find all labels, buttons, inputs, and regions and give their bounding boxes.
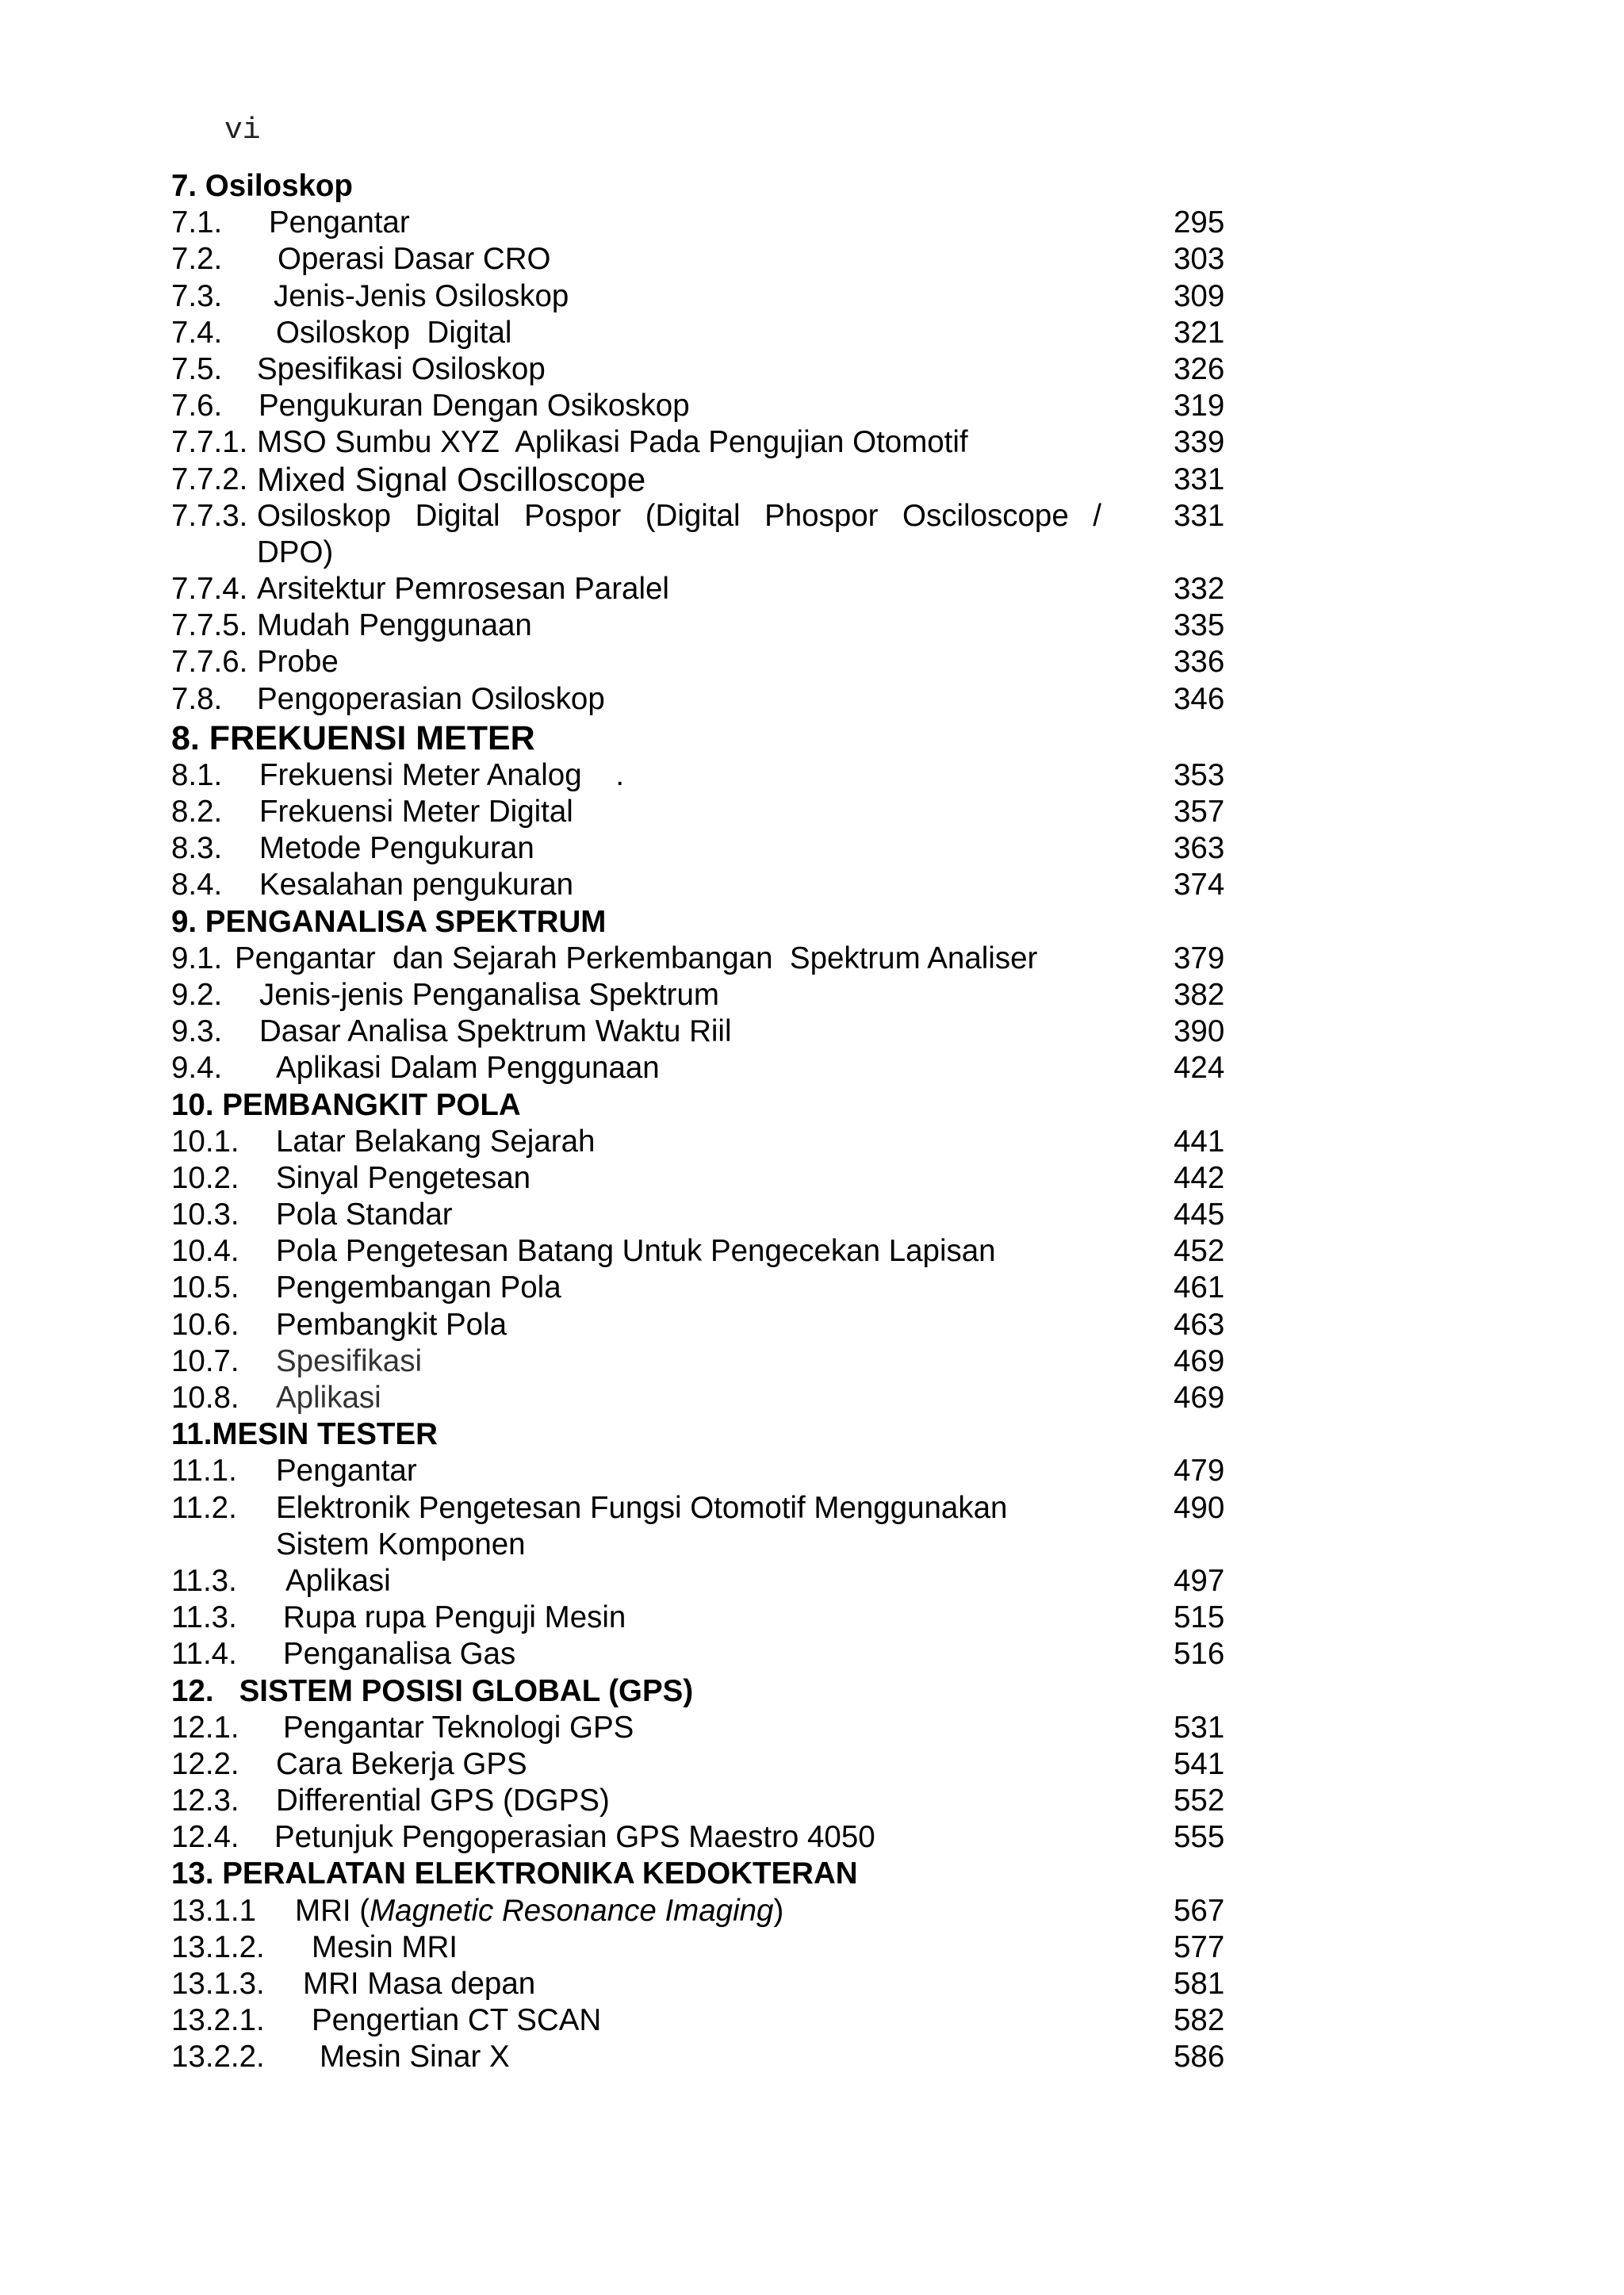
toc-entry[interactable] <box>171 571 1234 607</box>
entry-title <box>295 1893 783 1929</box>
entry-title: Pengertian CT SCAN <box>312 2003 602 2038</box>
entry-title: Mesin MRI <box>312 1929 458 1964</box>
toc-entry[interactable] <box>171 315 1234 351</box>
entry-page: 346 <box>1174 681 1225 716</box>
entry-page: 390 <box>1174 1014 1225 1049</box>
entry-title: Pengoperasian Osiloskop <box>257 681 605 716</box>
entry-title: Pengantar dan Sejarah Perkembangan Spektrum Analiser <box>235 941 1038 975</box>
entry-title: Mesin Sinar X <box>320 2040 510 2075</box>
entry-page: 424 <box>1174 1051 1225 1086</box>
entry-title: Frekuensi Meter Digital <box>259 795 573 829</box>
entry-page: 445 <box>1174 1197 1225 1232</box>
entry-page: 555 <box>1174 1820 1225 1855</box>
entry-title: Jenis-Jenis Osiloskop <box>274 278 569 313</box>
entry-number: 10.3. <box>171 1197 239 1232</box>
entry-title: Pengantar <box>276 1454 417 1488</box>
section-heading: 12. SISTEM POSISI GLOBAL (GPS) <box>171 1673 694 1708</box>
entry-number: 11.3. <box>171 1600 237 1635</box>
toc-entry[interactable] <box>171 424 1234 461</box>
entry-number: 7.6. <box>171 389 223 423</box>
entry-title: Differential GPS (DGPS) <box>276 1784 610 1818</box>
entry-number: 7.2. <box>171 242 223 277</box>
entry-title: Metode Pengukuran <box>259 831 534 866</box>
toc-entry[interactable] <box>171 462 1234 498</box>
entry-page: 567 <box>1174 1893 1225 1928</box>
entry-title: Pola Standar <box>276 1197 453 1232</box>
entry-title: Osiloskop Digital Pospor (Digital Phospor Osciloscope / DPO) <box>257 498 1101 569</box>
entry-page: 379 <box>1174 941 1225 975</box>
entry-page: 452 <box>1174 1234 1225 1269</box>
entry-title: Probe <box>257 645 339 680</box>
entry-number: 9.1. <box>171 941 223 975</box>
entry-page: 295 <box>1174 205 1225 240</box>
toc-entry[interactable] <box>171 867 1234 903</box>
entry-page: 441 <box>1174 1124 1225 1159</box>
entry-number: 7.7.5. <box>171 608 248 643</box>
entry-page: 552 <box>1174 1784 1225 1818</box>
entry-number: 13.2.2. <box>171 2040 265 2075</box>
entry-number: 10.8. <box>171 1381 239 1416</box>
entry-title: Frekuensi Meter Analog . <box>259 757 625 792</box>
entry-page: 336 <box>1174 645 1225 680</box>
entry-number: 11.2. <box>171 1490 237 1525</box>
entry-number: 9.3. <box>171 1014 223 1049</box>
entry-title: Kesalahan pengukuran <box>259 868 574 902</box>
toc-entry[interactable] <box>171 1197 1234 1233</box>
entry-title: Arsitektur Pemrosesan Paralel <box>257 572 669 607</box>
entry-page: 581 <box>1174 1967 1225 2002</box>
toc-entry[interactable] <box>171 1233 1234 1270</box>
toc-entry[interactable] <box>171 1380 1234 1416</box>
toc-entry[interactable] <box>171 205 1234 241</box>
entry-number: 11.1. <box>171 1454 237 1488</box>
toc-entry[interactable] <box>171 1783 1234 1819</box>
entry-number: 13.1.2. <box>171 1929 265 1964</box>
section-heading: 9. PENGANALISA SPEKTRUM <box>171 904 607 939</box>
entry-page: 335 <box>1174 608 1225 643</box>
toc-entry[interactable] <box>171 2039 1234 2075</box>
entry-number: 10.7. <box>171 1343 239 1378</box>
entry-number: 7.4. <box>171 315 223 350</box>
entry-number: 11.4. <box>171 1637 237 1672</box>
toc-entry[interactable] <box>171 1490 1234 1563</box>
section-heading: 7. Osiloskop <box>171 169 353 203</box>
entry-page: 353 <box>1174 757 1225 792</box>
toc-entry[interactable] <box>171 794 1234 830</box>
toc-entry[interactable] <box>171 1893 1234 1929</box>
entry-number: 12.3. <box>171 1784 239 1818</box>
toc-entry[interactable] <box>171 644 1234 680</box>
entry-page: 497 <box>1174 1563 1225 1598</box>
entry-page: 339 <box>1174 425 1225 460</box>
toc-entry[interactable] <box>171 757 1234 794</box>
entry-page: 469 <box>1174 1381 1225 1416</box>
entry-number: 7.7.6. <box>171 645 248 680</box>
entry-page: 479 <box>1174 1454 1225 1488</box>
toc-entry[interactable] <box>171 1343 1234 1380</box>
section-heading: 8. FREKUENSI METER <box>171 718 535 757</box>
entry-title: Pola Pengetesan Batang Untuk Pengecekan Lapisan <box>276 1234 996 1269</box>
toc-entry[interactable] <box>171 1270 1234 1306</box>
entry-page: 490 <box>1174 1490 1225 1525</box>
entry-title: Sinyal Pengetesan <box>276 1160 531 1195</box>
entry-page: 363 <box>1174 831 1225 866</box>
entry-title: Osiloskop Digital <box>276 315 512 350</box>
entry-number: 8.3. <box>171 831 223 866</box>
entry-title: Dasar Analisa Spektrum Waktu Riil <box>259 1014 732 1049</box>
toc-entry[interactable] <box>171 1819 1234 1856</box>
entry-number: 10.6. <box>171 1307 239 1342</box>
toc-entry[interactable] <box>171 1013 1234 1050</box>
entry-page: 321 <box>1174 315 1225 350</box>
page-number: vi <box>224 113 261 148</box>
entry-number: 7.1. <box>171 205 223 240</box>
toc-entry[interactable] <box>171 607 1234 644</box>
toc-entry[interactable] <box>171 498 1234 571</box>
entry-title: Pengantar Teknologi GPS <box>283 1710 634 1745</box>
toc-entry[interactable] <box>171 681 1234 718</box>
entry-title: Aplikasi <box>285 1563 391 1598</box>
entry-page: 531 <box>1174 1710 1225 1745</box>
entry-number: 7.7.3. <box>171 498 248 533</box>
section-heading: 11.MESIN TESTER <box>171 1417 438 1452</box>
entry-title: Cara Bekerja GPS <box>276 1746 527 1781</box>
entry-page: 463 <box>1174 1307 1225 1342</box>
entry-number: 12.4. <box>171 1820 239 1855</box>
entry-page: 309 <box>1174 278 1225 313</box>
toc-entry[interactable] <box>171 388 1234 424</box>
entry-page: 586 <box>1174 2040 1225 2075</box>
entry-title: Aplikasi Dalam Penggunaan <box>276 1051 660 1086</box>
entry-number: 10.5. <box>171 1270 239 1305</box>
entry-number: 8.2. <box>171 795 223 829</box>
toc-entry[interactable] <box>171 1124 1234 1160</box>
entry-number: 13.1.3. <box>171 1967 265 2002</box>
entry-title: Petunjuk Pengoperasian GPS Maestro 4050 <box>274 1820 875 1855</box>
entry-title-suffix: ) <box>773 1893 784 1928</box>
entry-title: Pengantar <box>269 205 410 240</box>
entry-number: 7.8. <box>171 681 223 716</box>
entry-title: Aplikasi <box>276 1381 381 1416</box>
toc-entry[interactable] <box>171 1050 1234 1086</box>
entry-page: 442 <box>1174 1160 1225 1195</box>
entry-number: 13.1.1 <box>171 1893 257 1928</box>
toc-entry[interactable] <box>171 1160 1234 1197</box>
entry-number: 7.7.1. <box>171 425 248 460</box>
toc-entry[interactable] <box>171 1746 1234 1783</box>
entry-title-italic: Magnetic Resonance Imaging <box>370 1893 774 1928</box>
entry-page: 469 <box>1174 1343 1225 1378</box>
entry-title: Operasi Dasar CRO <box>278 242 551 277</box>
entry-page: 516 <box>1174 1637 1225 1672</box>
toc-entry[interactable] <box>171 1966 1234 2002</box>
entry-page: 382 <box>1174 977 1225 1012</box>
entry-page: 515 <box>1174 1600 1225 1635</box>
section-heading: 10. PEMBANGKIT POLA <box>171 1087 521 1122</box>
entry-page: 319 <box>1174 389 1225 423</box>
entry-number: 12.2. <box>171 1746 239 1781</box>
entry-number: 7.3. <box>171 278 223 313</box>
toc-entry[interactable] <box>171 1929 1234 1966</box>
entry-number: 11.3. <box>171 1563 237 1598</box>
entry-page: 303 <box>1174 242 1225 277</box>
entry-number: 9.4. <box>171 1051 223 1086</box>
entry-title: Elektronik Pengetesan Fungsi Otomotif Menggunakan Sistem Komponen <box>276 1490 1008 1561</box>
entry-number: 10.2. <box>171 1160 239 1195</box>
entry-number: 12.1. <box>171 1710 239 1745</box>
entry-title: Pembangkit Pola <box>276 1307 508 1342</box>
toc-entry[interactable] <box>171 1307 1234 1343</box>
entry-title: Spesifikasi <box>276 1343 423 1378</box>
entry-page: 577 <box>1174 1929 1225 1964</box>
entry-number: 10.1. <box>171 1124 239 1159</box>
toc-entry[interactable] <box>171 1563 1234 1600</box>
entry-number: 8.1. <box>171 757 223 792</box>
entry-page: 461 <box>1174 1270 1225 1305</box>
entry-number: 10.4. <box>171 1234 239 1269</box>
entry-title: Latar Belakang Sejarah <box>276 1124 596 1159</box>
toc-entry[interactable] <box>171 1453 1234 1489</box>
entry-page: 582 <box>1174 2003 1225 2038</box>
toc-entry[interactable] <box>171 2002 1234 2039</box>
entry-title: Jenis-jenis Penganalisa Spektrum <box>259 977 719 1012</box>
entry-page: 332 <box>1174 572 1225 607</box>
toc-entry[interactable] <box>171 941 1234 977</box>
entry-title: Mixed Signal Oscilloscope <box>257 460 646 498</box>
entry-title: Pengukuran Dengan Osikoskop <box>259 389 690 423</box>
entry-title: Pengembangan Pola <box>276 1270 561 1305</box>
entry-page: 374 <box>1174 868 1225 902</box>
entry-title: Mudah Penggunaan <box>257 608 532 643</box>
toc-entry[interactable] <box>171 241 1234 278</box>
toc-entry[interactable] <box>171 278 1234 315</box>
entry-number: 9.2. <box>171 977 223 1012</box>
entry-title: Penganalisa Gas <box>283 1637 516 1672</box>
toc-entry[interactable] <box>171 830 1234 867</box>
entry-number: 13.2.1. <box>171 2003 265 2038</box>
section-heading: 13. PERALATAN ELEKTRONIKA KEDOKTERAN <box>171 1856 858 1891</box>
entry-page: 357 <box>1174 795 1225 829</box>
entry-title: MRI Masa depan <box>303 1967 536 2002</box>
entry-number: 7.7.4. <box>171 572 248 607</box>
entry-title-prefix: MRI ( <box>295 1893 370 1928</box>
entry-page: 331 <box>1174 462 1225 496</box>
toc-entry[interactable] <box>171 1636 1234 1672</box>
entry-page: 326 <box>1174 351 1225 386</box>
toc-entry[interactable] <box>171 351 1234 388</box>
entry-title: Spesifikasi Osiloskop <box>257 351 546 386</box>
entry-title: Rupa rupa Penguji Mesin <box>283 1600 626 1635</box>
entry-title: MSO Sumbu XYZ Aplikasi Pada Pengujian Otomotif <box>257 425 968 460</box>
entry-page: 541 <box>1174 1746 1225 1781</box>
entry-page: 331 <box>1174 498 1225 533</box>
table-of-contents <box>171 168 1234 2076</box>
toc-entry[interactable] <box>171 1600 1234 1636</box>
toc-entry[interactable] <box>171 977 1234 1013</box>
entry-number: 7.7.2. <box>171 462 248 496</box>
entry-number: 8.4. <box>171 868 223 902</box>
toc-entry[interactable] <box>171 1710 1234 1746</box>
entry-number: 7.5. <box>171 351 223 386</box>
